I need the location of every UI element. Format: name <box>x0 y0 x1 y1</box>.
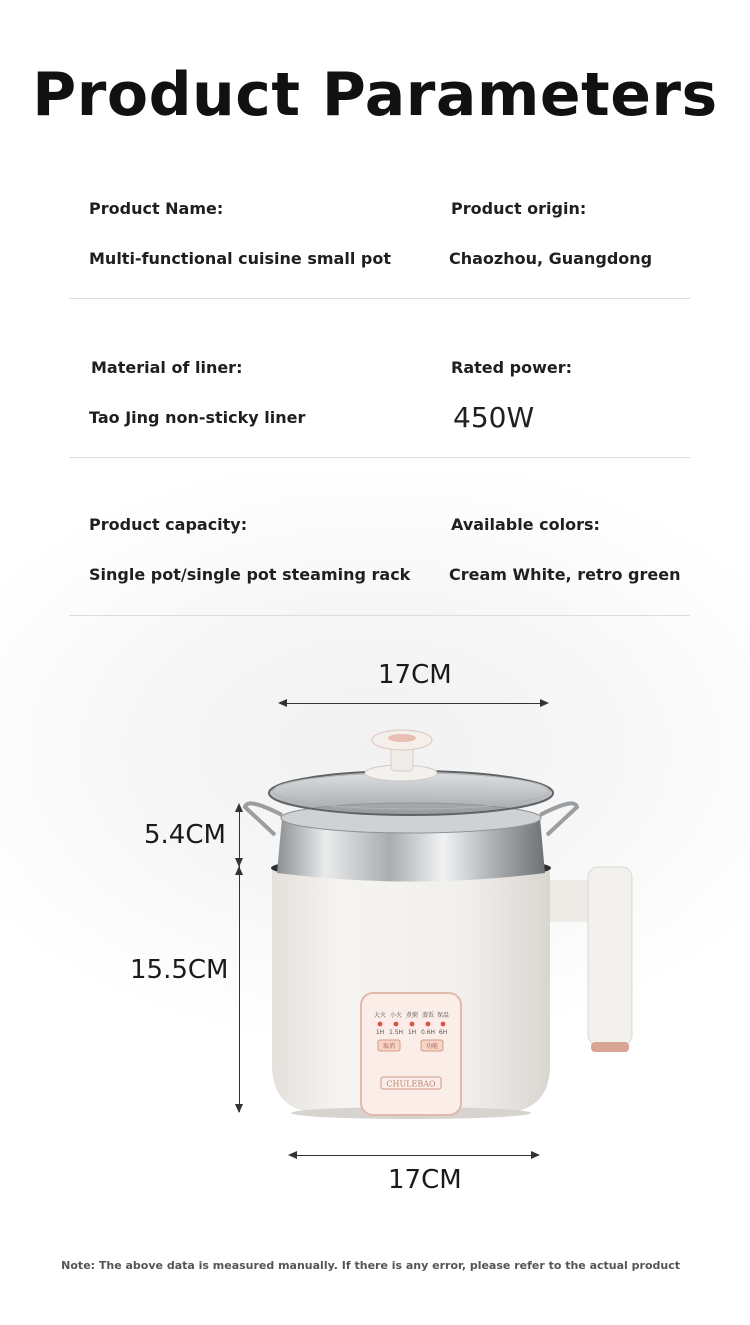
time-label: 6H <box>438 1029 448 1036</box>
function-button-label: 功能 <box>425 1043 439 1050</box>
indicator-light <box>394 1022 399 1027</box>
time-label: 1H <box>407 1029 417 1036</box>
divider <box>69 298 690 299</box>
electric-pot-illustration <box>235 725 645 1125</box>
rated-power-label: Rated power: <box>451 358 573 377</box>
steamer-right-handle <box>540 803 577 835</box>
indicator-light <box>426 1022 431 1027</box>
colors-label: Available colors: <box>451 515 600 534</box>
indicator-light <box>410 1022 415 1027</box>
product-origin-label: Product origin: <box>451 199 587 218</box>
mode-label: 蒸饭 <box>421 1012 435 1019</box>
time-label: 0.6H <box>420 1029 436 1036</box>
bottom-width-label: 17CM <box>388 1165 462 1195</box>
material-label: Material of liner: <box>91 358 243 377</box>
brand-logo: CHULEBAO <box>386 1079 436 1089</box>
time-label: 1H <box>375 1029 385 1036</box>
lid-knob-accent <box>388 734 416 742</box>
lid-knob-stem <box>391 747 413 771</box>
disclaimer-note: Note: The above data is measured manually. If there is any error, please refer to the actual product <box>61 1259 680 1272</box>
product-name-value: Multi-functional cuisine small pot <box>89 249 391 268</box>
mode-label: 小火 <box>389 1012 403 1019</box>
arrow-right-icon <box>531 1151 540 1159</box>
bottom-width-line <box>290 1155 538 1156</box>
mode-label: 保温 <box>436 1012 450 1019</box>
capacity-value: Single pot/single pot steaming rack <box>89 565 411 584</box>
page-title: Product Parameters <box>32 60 718 130</box>
indicator-light <box>441 1022 446 1027</box>
steamer-left-handle <box>245 803 282 835</box>
capacity-label: Product capacity: <box>89 515 248 534</box>
rated-power-value: 450W <box>453 401 535 434</box>
cancel-button-label: 取消 <box>382 1043 396 1050</box>
body-height-label: 15.5CM <box>130 955 229 985</box>
divider <box>69 615 690 616</box>
time-label: 1.5H <box>388 1029 404 1036</box>
product-name-label: Product Name: <box>89 199 224 218</box>
arrow-right-icon <box>540 699 549 707</box>
divider <box>69 457 690 458</box>
arrow-left-icon <box>288 1151 297 1159</box>
indicator-light <box>378 1022 383 1027</box>
steamer-height-label: 5.4CM <box>144 820 226 850</box>
pot-handle <box>588 867 632 1045</box>
material-value: Tao Jing non-sticky liner <box>89 408 306 427</box>
top-width-line <box>280 703 546 704</box>
top-width-label: 17CM <box>378 660 452 690</box>
arrow-left-icon <box>278 699 287 707</box>
handle-connector <box>550 880 590 922</box>
mode-label: 煮粥 <box>405 1012 419 1019</box>
mode-label: 大火 <box>373 1012 387 1019</box>
handle-ring <box>591 1042 629 1052</box>
colors-value: Cream White, retro green <box>449 565 681 584</box>
product-origin-value: Chaozhou, Guangdong <box>449 249 653 268</box>
